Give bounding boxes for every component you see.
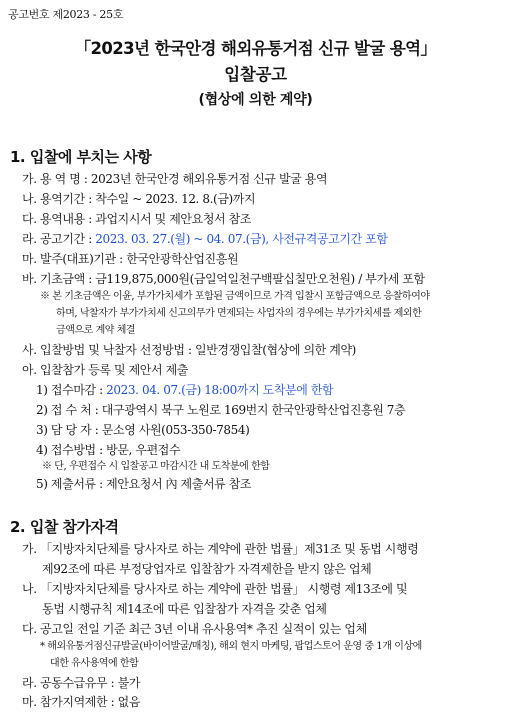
qualification-ga-line2: 제92조에 따른 부정당업자로 입찰참가 자격제한을 받지 않은 업체 — [42, 562, 372, 576]
notice-period-label: 라. 공고기간 : — [22, 232, 96, 246]
qualification-da: 다. 공고일 전일 기준 최근 3년 이내 유사용역* 추진 실적이 있는 업체 — [22, 622, 367, 636]
item-service-content: 다. 용역내용 : 과업지시서 및 제안요청서 참조 — [22, 212, 252, 226]
deadline-value: 2023. 04. 07.(금) 18:00까지 도착분에 한함 — [106, 383, 334, 397]
deadline-label: 1) 접수마감 : — [36, 383, 107, 397]
similar-service-note-line1: * 해외유통거점신규발굴(바이어발굴/매칭), 해외 현지 마케팅, 팝업스토어 운영 중 1개 이상에 — [40, 641, 422, 652]
sub-documents: 5) 제출서류 : 제안요청서 內 제출서류 참조 — [36, 477, 252, 491]
sub-submission-method: 4) 접수방법 : 방문, 우편접수 — [36, 443, 181, 457]
sub-submission-place: 2) 접 수 처 : 대구광역시 북구 노원로 169번지 한국안광학산업진흥원 7층 — [36, 403, 406, 417]
title-main: 「2023년 한국안경 해외유통거점 신규 발굴 용역」 — [74, 39, 437, 58]
section1-heading: 1. 입찰에 부치는 사항 — [10, 148, 152, 166]
item-service-period: 나. 용역기간 : 착수일 ~ 2023. 12. 8.(금)까지 — [22, 192, 256, 206]
item-bid-method: 사. 입찰방법 및 낙찰자 선정방법 : 일반경쟁입찰(협상에 의한 계약) — [22, 343, 356, 357]
base-amount-note-line1: ※ 본 기초금액은 이윤, 부가가치세가 포함된 금액이므로 가격 입찰시 포함금액으로 응찰하여야 — [40, 291, 430, 302]
item-service-name: 가. 용 역 명 : 2023년 한국안경 해외유통거점 신규 발굴 용역 — [22, 172, 328, 186]
base-amount-note-line3: 금액으로 계약 체결 — [56, 325, 136, 336]
title-sub: 입찰공고 — [224, 65, 287, 84]
qualification-region-limit: 마. 참가지역제한 : 없음 — [22, 695, 141, 709]
section2-heading: 2. 입찰 참가자격 — [10, 518, 119, 536]
qualification-na-line1: 나. 「지방자치단체를 당사자로 하는 계약에 관한 법률」 시행령 제13조에 및 — [22, 582, 408, 596]
notice-period-value: 2023. 03. 27.(월) ~ 04. 07.(금), 사전규격공고기간 포함 — [95, 232, 388, 246]
sub-contact-person: 3) 담 당 자 : 문소영 사원(053-350-7854) — [36, 423, 250, 437]
notice-number: 공고번호 제2023 - 25호 — [8, 8, 124, 21]
item-ordering-agency: 마. 발주(대표)기관 : 한국안광학산업진흥원 — [22, 252, 239, 266]
qualification-joint-supply: 라. 공동수급유무 : 불가 — [22, 676, 141, 690]
qualification-na-line2: 동법 시행규칙 제14조에 따른 입찰참가 자격을 갖춘 업체 — [42, 602, 327, 616]
similar-service-note-line2: 대한 유사용역에 한함 — [50, 658, 139, 669]
base-amount-note-line2: 하며, 낙찰자가 부가가치세 신고의무가 면제되는 사업자의 경우에는 부가가치세를 제외한 — [56, 308, 422, 319]
item-registration: 아. 입찰참가 등록 및 제안서 제출 — [22, 363, 188, 377]
item-base-amount: 바. 기초금액 : 금119,875,000원(금일억일천구백팔십칠만오천원) / 부가세 포함 — [22, 272, 425, 286]
qualification-ga-line1: 가. 「지방자치단체를 당사자로 하는 계약에 관한 법률」제31조 및 동법 시행령 — [22, 542, 419, 556]
submission-method-note: ※ 단, 우편접수 시 입찰공고 마감시간 내 도착분에 한함 — [42, 461, 270, 472]
title-block — [0, 36, 511, 112]
item-notice-period — [22, 231, 388, 247]
sub-deadline — [36, 382, 333, 398]
title-contract-type: (협상에 의한 계약) — [198, 92, 313, 108]
